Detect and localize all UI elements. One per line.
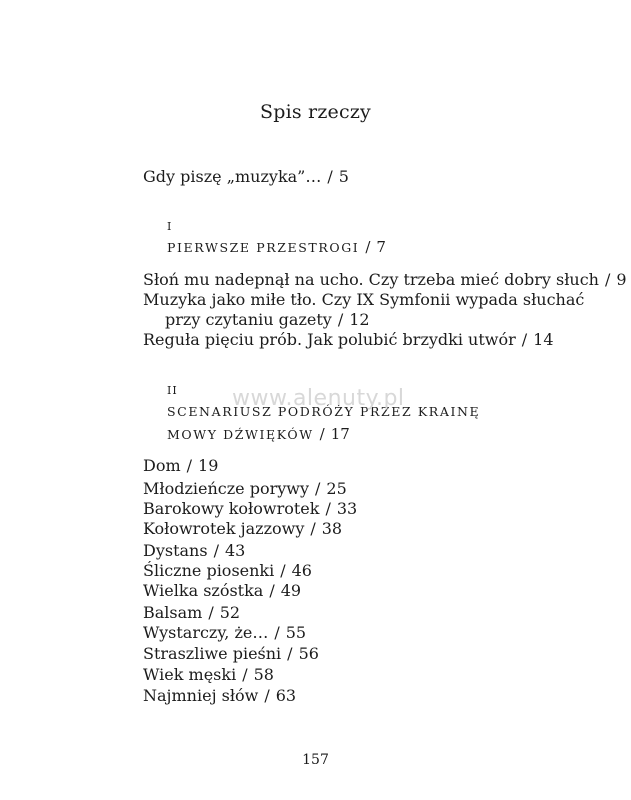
toc-entry: Młodzieńcze porywy / 25: [143, 479, 347, 498]
entry-page: 9: [616, 270, 627, 289]
entry-page: 43: [224, 541, 246, 560]
toc-entry: Słoń mu nadepnął na ucho. Czy trzeba mieć dobry słuch / 9: [143, 270, 627, 289]
entry-text: przy czytaniu gazety: [165, 310, 332, 329]
part-title-line1: SCENARIUSZ PODRÓŻY PRZEZ KRAINĘ: [167, 404, 481, 419]
part-title: PIERWSZE PRZESTROGI / 7: [167, 238, 386, 256]
entry-page: 25: [326, 479, 347, 498]
toc-entry: Najmniej słów / 63: [143, 686, 297, 705]
part-title-line2: MOWY DŹWIĘKÓW / 17: [167, 425, 350, 443]
entry-text: Muzyka jako miłe tło. Czy IX Symfonii wypada słuchać: [143, 290, 585, 309]
toc-entry: Wiek męski / 58: [143, 665, 274, 684]
toc-entry: Dystans / 43: [143, 541, 246, 560]
watermark: www.alenuty.pl: [232, 386, 405, 411]
entry-page: 5: [338, 167, 349, 186]
part-number: II: [167, 384, 178, 397]
entry-separator: /: [327, 167, 333, 186]
toc-entry: Wystarczy, że… / 55: [143, 623, 307, 642]
toc-entry-continuation: przy czytaniu gazety / 12: [165, 310, 370, 329]
entry-page: 19: [198, 456, 219, 475]
entry-page: 33: [336, 499, 358, 518]
entry-text: Reguła pięciu prób. Jak polubić brzydki utwór: [143, 330, 516, 349]
toc-entry: Wielka szóstka / 49: [143, 581, 302, 600]
toc-entry: Dom / 19: [143, 456, 219, 475]
entry-text: Gdy piszę „muzyka”…: [143, 167, 322, 186]
entry-page: 58: [253, 665, 274, 684]
entry-page: 56: [298, 644, 319, 663]
entry-text: Słoń mu nadepnął na ucho. Czy trzeba mieć dobry słuch: [143, 270, 599, 289]
entry-page: 52: [219, 603, 241, 622]
toc-entry: [143, 290, 584, 310]
toc-entry: Straszliwe pieśni / 56: [143, 644, 319, 663]
toc-entry: Kołowrotek jazzowy / 38: [143, 519, 343, 538]
entry-page: 55: [285, 623, 307, 642]
toc-entry: Balsam / 52: [143, 603, 241, 622]
toc-entry: Reguła pięciu prób. Jak polubić brzydki utwór / 14: [143, 330, 554, 349]
entry-page: 49: [280, 581, 302, 600]
toc-entry: Barokowy kołowrotek / 33: [143, 499, 358, 518]
toc-entry-intro: [143, 167, 349, 187]
entry-page: 46: [291, 561, 312, 580]
entry-page: 12: [349, 310, 370, 329]
toc-entry: Śliczne piosenki / 46: [143, 561, 312, 580]
entry-page: 63: [275, 686, 297, 705]
page-number: 157: [302, 752, 329, 768]
entry-page: 38: [321, 519, 343, 538]
part-number: I: [167, 220, 173, 233]
entry-page: 14: [533, 330, 554, 349]
page-title: Spis rzeczy: [260, 101, 371, 123]
